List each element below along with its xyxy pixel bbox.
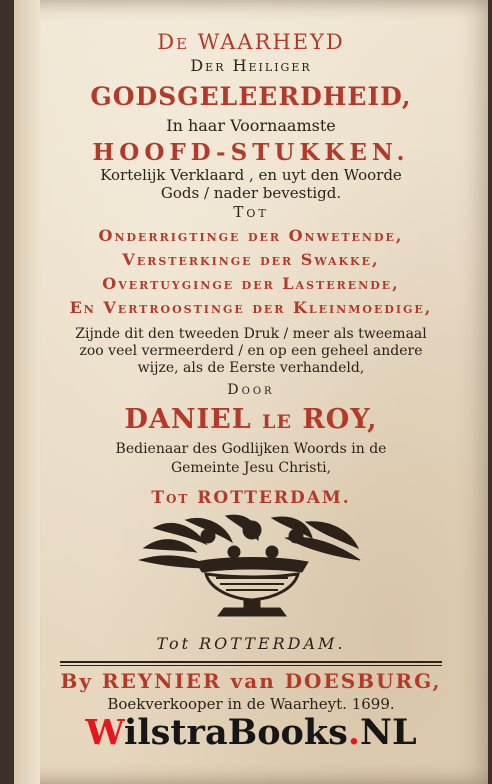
edition-line-1: Zijnde dit den tweeden Druk / meer als tweemaal bbox=[75, 326, 427, 342]
author-role-2: Gemeinte Jesu Christi, bbox=[170, 460, 332, 476]
printer-details: Boekverkooper in de Waarheyt. 1699. bbox=[107, 695, 395, 713]
author-name: DANIEL le ROY, bbox=[124, 404, 378, 435]
title-line-2: Der Heiliger bbox=[190, 56, 312, 75]
edition-line-3: wijze, als de Eerste verhandeld, bbox=[137, 360, 365, 376]
watermark-part-2: ilstraBooks bbox=[124, 712, 348, 753]
printer-name: By REYNIER van DOESBURG, bbox=[60, 669, 442, 693]
title-line-4: In haar Voornaamste bbox=[166, 116, 336, 135]
watermark-part-1: W bbox=[85, 712, 125, 753]
author-role-1: Bedienaar des Godlijken Woords in de bbox=[115, 441, 387, 457]
purpose-line-2: Versterkinge der Swakke, bbox=[122, 250, 380, 269]
edition-line-2: zoo veel vermeerderd / en op een geheel andere bbox=[79, 343, 423, 359]
imprint-place: Tot ROTTERDAM. bbox=[156, 634, 346, 653]
subtitle-hoofd-stukken: HOOFD-STUKKEN. bbox=[92, 139, 410, 166]
title-line-7: Gods / nader bevestigd. bbox=[160, 184, 342, 202]
main-title: GODSGELEERDHEID, bbox=[90, 82, 412, 111]
title-line-1: De WAARHEYD bbox=[157, 30, 345, 54]
purpose-line-1: Onderrigtinge der Onwetende, bbox=[98, 226, 404, 245]
imprint-rule-thin bbox=[60, 665, 442, 666]
author-door: Door bbox=[227, 382, 275, 398]
purpose-line-3: Overtuyginge der Lasterende, bbox=[102, 274, 400, 293]
book-page bbox=[14, 0, 488, 784]
watermark-part-4: NL bbox=[360, 712, 417, 753]
title-line-6: Kortelijk Verklaard , en uyt den Woorde bbox=[100, 166, 402, 184]
author-place: Tot ROTTERDAM. bbox=[151, 488, 351, 508]
watermark-part-3: . bbox=[347, 712, 361, 753]
watermark bbox=[14, 712, 488, 753]
title-line-tot: Tot bbox=[233, 203, 269, 221]
flower-basket-ornament-icon bbox=[136, 512, 368, 622]
imprint-rule bbox=[60, 661, 442, 663]
purpose-line-4: En Vertroostinge der Kleinmoedige, bbox=[69, 298, 433, 317]
